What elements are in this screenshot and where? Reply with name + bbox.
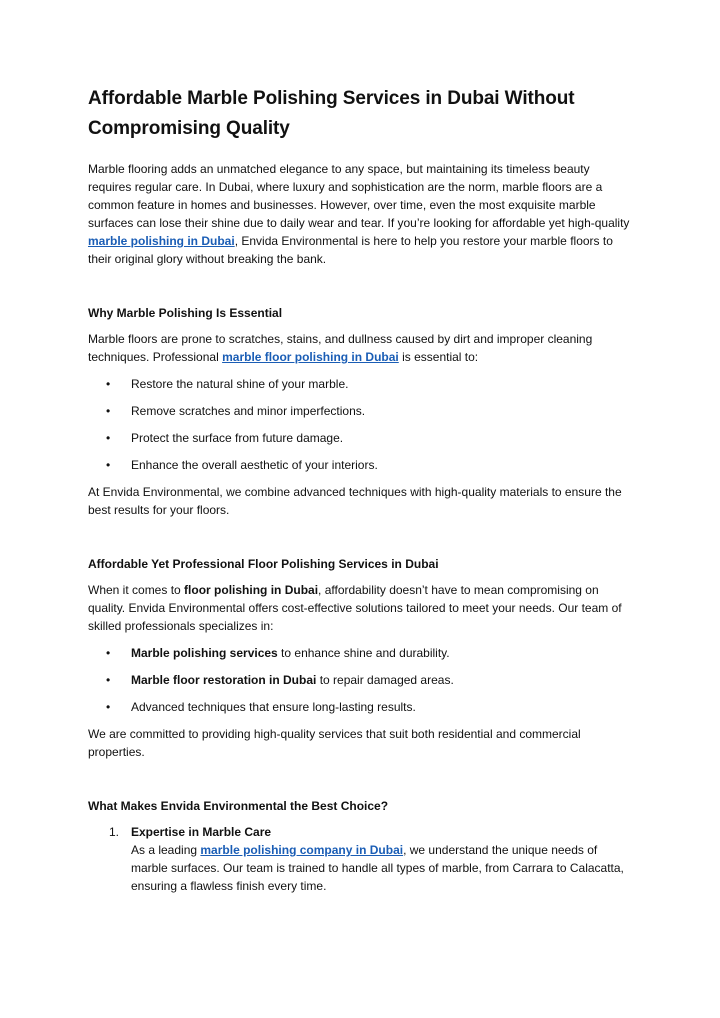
page-title: Affordable Marble Polishing Services in Dubai Without Compromising Quality [88,88,575,139]
bullet-icon: • [106,458,111,472]
affordable-closing-paragraph: We are committed to providing high-quality services that suit both residential and commercial properties. [88,727,581,759]
affordable-bold: floor polishing in Dubai [184,583,319,597]
intro-text-2: , Envida Environmental is here to help you restore your marble floors to their original glory without breaking the bank. [88,234,613,266]
bullet-icon: • [106,431,111,445]
bullet-icon: • [106,673,111,687]
list-item-text-1: As a leading [131,843,201,857]
bullet-icon: • [106,700,111,714]
list-item-text-2: , we understand the unique needs of marble surfaces. Our team is trained to handle all types of marble, from Carrara to Calacatta, ensuring a flawless finish every time. [131,843,624,893]
list-item-text: to repair damaged areas. [316,673,454,687]
why-closing-paragraph: At Envida Environmental, we combine advanced techniques with high-quality materials to ensure the best results for your floors. [88,485,622,517]
why-text-1: Marble floors are prone to scratches, stains, and dullness caused by dirt and improper cleaning techniques. Professional [88,332,593,364]
list-item [88,644,636,662]
list-item-bold: Marble floor restoration in Dubai [131,673,317,687]
bullet-icon: • [106,646,111,660]
list-item-title: Expertise in Marble Care [131,825,272,839]
affordable-paragraph [88,581,636,635]
list-item-text: Restore the natural shine of your marble. [131,377,349,391]
affordable-text-2: , affordability doesn’t have to mean compromising on quality. Envida Environmental offers cost-effective solutions tailored to meet your needs. Our team of skilled professionals specializes in: [88,583,622,633]
list-item [88,698,636,716]
list-item-text: Enhance the overall aesthetic of your interiors. [131,458,378,472]
section-why-paragraph [88,330,636,366]
list-item-text: Advanced techniques that ensure long-lasting results. [131,700,416,714]
intro-text-1: Marble flooring adds an unmatched elegance to any space, but maintaining its timeless beauty requires regular care. In Dubai, where luxury and sophistication are the norm, marble floors are a common feature in homes and businesses. However, over time, even the most exquisite marble surfaces can lose their shine due to daily wear and tear. If you’re looking for affordable yet high-quality [88,162,630,230]
list-item [88,456,636,474]
bullet-icon: • [106,404,111,418]
best-choice-numbered-list [88,823,636,895]
bullet-icon: • [106,377,111,391]
list-item [88,429,636,447]
affordable-text-1: When it comes to [88,583,185,597]
marble-floor-polishing-link[interactable]: marble floor polishing in Dubai [222,350,399,364]
marble-polishing-link[interactable]: marble polishing in Dubai [88,234,235,248]
list-item-bold: Marble polishing services [131,646,278,660]
list-item [88,823,636,895]
affordable-bullet-list [88,644,636,716]
marble-polishing-company-link[interactable]: marble polishing company in Dubai [200,843,404,857]
why-bullet-list [88,375,636,474]
section-heading-best-choice: What Makes Envida Environmental the Best Choice? [88,799,389,813]
list-item-text: Remove scratches and minor imperfections. [131,404,366,418]
list-item [88,402,636,420]
section-heading-why: Why Marble Polishing Is Essential [88,306,283,320]
section-heading-affordable: Affordable Yet Professional Floor Polishing Services in Dubai [88,557,439,571]
why-text-2: is essential to: [398,350,479,364]
list-item [88,671,636,689]
document-page [88,84,636,895]
list-item [88,375,636,393]
list-number: 1. [109,825,120,839]
list-item-text: Protect the surface from future damage. [131,431,344,445]
intro-paragraph [88,160,636,268]
list-item-text: to enhance shine and durability. [277,646,450,660]
